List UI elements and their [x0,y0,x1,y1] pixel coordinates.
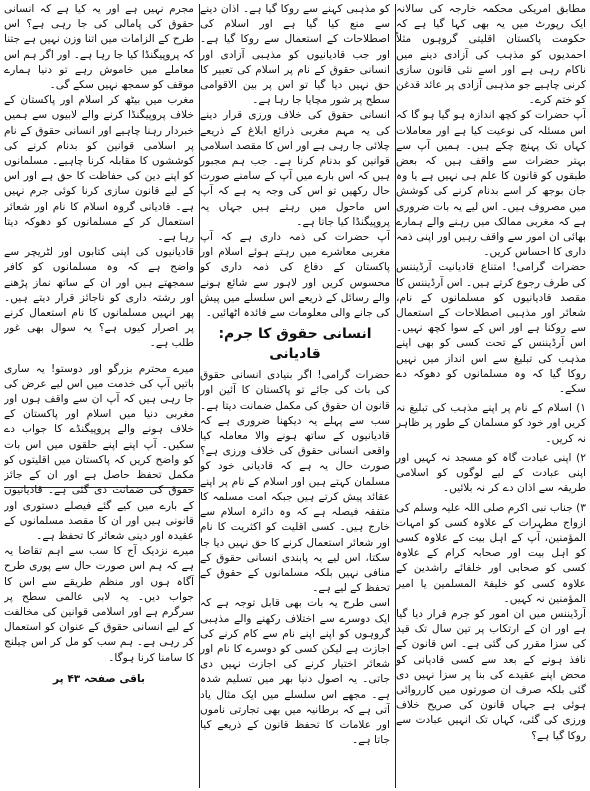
paragraph: اسی طرح یہ بات بھی قابل توجہ ہے کہ ایک دوسرے سے اختلاف رکھنے والے مذہبی گروہوں کو اپنے اپنے نام سے کام کرنے کی اجازت ہے لیکن کسی کو دوسرے کا نام اور شعائر اختیار کرنے کی اجازت نہیں دی جاتی۔ یہ اصول دنیا بھر میں تسلیم شدہ ہے۔ مجھے اس سلسلے میں ایک مثال یاد آتی ہے کہ برطانیہ میں بھی تجارتی ناموں اور علامات کا تحفظ قانون کے ذریعے کیا جاتا ہے۔ [200,597,390,747]
paragraph: مطابق امریکی محکمہ خارجہ کی سالانہ ایک رپورٹ میں یہ بھی کہا گیا ہے کہ حکومت پاکستان اقلیتی گروہوں مثلاً احمدیوں کو مذہب کی آزادی دینے میں ناکام رہی ہے اور اسے نئی قانون سازی کرنی چاہیے جو مذہبی آزادی پر عائد قدغن کو ختم کرے۔ [396,3,586,107]
list-item: ۱) اسلام کے نام پر اپنے مذہب کی تبلیغ نہ کریں اور خود کو مسلمان کے طور پر ظاہر نہ کریں۔ [396,402,586,445]
continued-on-page-note: باقی صفحہ ۴۳ پر [53,672,145,685]
paragraph: میرے نزدیک آج کا سب سے اہم تقاضا یہ ہے کہ ہم اس صورت حال سے پوری طرح آگاہ ہوں اور منظم طریقے سے اس کا جواب دیں۔ یہ لابی عالمی سطح پر سرگرم ہے اور اسلامی قوانین کی مخالفت کے لیے انسانی حقوق کے عنوان کو استعمال کر رہی ہے۔ ہم سب کو مل کر اس چیلنج کا سامنا کرنا ہوگا۔ [4,545,194,664]
paragraph: میرے محترم بزرگو اور دوستو! یہ ساری باتیں آپ کی خدمت میں اس لیے عرض کی جا رہی ہیں کہ آپ ان سے واقف ہوں اور مغربی دنیا میں اسلام اور پاکستان کے خلاف ہونے والے پروپیگنڈے کا جواب دے سکیں۔ آپ اپنے اپنے حلقوں میں اس بات کو واضح کریں کہ پاکستان میں اقلیتوں کو مکمل تحفظ حاصل ہے اور ان کے جائز حقوق کی ضمانت دی گئی ہے۔ قادیانیوں کے بارے میں کیے گئے فیصلے دستوری اور قانونی ہیں اور ان کا مقصد مسلمانوں کے عقیدہ اور دینی شعائر کا تحفظ ہے۔ [4,362,194,542]
paragraph: مغرب میں بیٹھ کر اسلام اور پاکستان کے خلاف پروپیگنڈا کرنے والے لابیوں سے ہمیں خبردار رہنا چاہیے اور انسانی حقوق کے نام پر اسلامی قوانین کو بدنام کرنے کی کوششوں کا مقابلہ کرنا چاہیے۔ مسلمانوں کو اپنے دین کی حفاظت کا حق ہے اور اس کے لیے قانون سازی کرنا کوئی جرم نہیں ہے۔ قادیانی گروہ اسلام کا نام اور شعائر استعمال کر کے مسلمانوں کو دھوکہ دیتا رہا ہے۔ [4,94,194,244]
paragraph: انسانی حقوق کی خلاف ورزی قرار دینے کی یہ مہم مغربی ذرائع ابلاغ کے ذریعے چلائی جا رہی ہے اور اس کا مقصد اسلامی قوانین کو بدنام کرنا ہے۔ جب ہم مجبور ہیں کہ اس بارے میں آپ کے سامنے صورت حال رکھیں تو اس کی وجہ یہ ہے کہ آپ اس ماحول میں رہتے ہیں جہاں یہ پروپیگنڈا کیا جاتا ہے۔ [200,109,390,228]
paragraph: قادیانیوں کی اپنی کتابوں اور لٹریچر سے واضح ہے کہ وہ مسلمانوں کو کافر سمجھتے ہیں اور ان کے ساتھ نماز پڑھنے اور رشتہ داری کو ناجائز قرار دیتے ہیں۔ پھر انہیں مسلمانوں کا نام استعمال کرنے پر اصرار کیوں ہے؟ یہ سوال بھی غور طلب ہے۔ [4,246,194,350]
paragraph: کو مذہبی کہنے سے روکا گیا ہے۔ اذان دینے سے منع کیا گیا ہے اور اسلام کی اصطلاحات کے استعمال سے روکا گیا ہے۔ اور جب قادیانیوں کو مذہبی آزادی اور انسانی حقوق کے نام پر اسلام کی تعبیر کا حق نہیں دیا گیا تو اس پر بین الاقوامی سطح پر شور مچایا جا رہا ہے۔ [200,3,390,107]
list-item: ۳) جناب نبی اکرم صلی اللہ علیہ وسلم کی ازواج مطہرات کے علاوہ کسی کو امہات المؤمنین، آپ کے اہل بیت کے علاوہ کسی کو اہل بیت اور صحابہ کرام کے علاوہ کسی کو صحابی اور خلفائے راشدین کے علاوہ کسی کو خلیفۃ المسلمین یا امیر المؤمنین نہ کہیں۔ [396,501,586,605]
paragraph: حضرات گرامی! اگر بنیادی انسانی حقوق کی بات کی جائے تو پاکستان کا آئین اور قانون ان حقوق کی مکمل ضمانت دیتا ہے۔ سب سے پہلے یہ دیکھنا ضروری ہے کہ قادیانیوں کے ساتھ ہونے والا معاملہ کیا واقعی انسانی حقوق کی خلاف ورزی ہے؟ صورت حال یہ ہے کہ قادیانی خود کو مسلمان کہتے ہیں اور اسلام کے نام پر اپنے عقائد پیش کرتے ہیں جبکہ امت مسلمہ کا متفقہ فیصلہ ہے کہ وہ دائرہ اسلام سے خارج ہیں۔ کسی اقلیت کو اکثریت کا نام اور شعائر استعمال کرنے کا حق نہیں دیا جا سکتا، اس لیے یہ پابندی انسانی حقوق کے منافی نہیں بلکہ مسلمانوں کے حقوق کے تحفظ کے لیے ہے۔ [200,369,390,595]
paragraph: آپ حضرات کی ذمہ داری ہے کہ آپ مغربی معاشرے میں رہتے ہوئے اسلام اور پاکستان کے دفاع کی ذمہ داری کو محسوس کریں اور لاہور سے شائع ہونے والے رسائل کے ذریعے اس سلسلے میں پیش کی جانے والی معلومات سے فائدہ اٹھائیں۔ [200,231,390,320]
middle-column [200,2,390,788]
paragraph: آپ حضرات کو کچھ اندازہ ہو گیا ہو گا کہ اس مسئلہ کی نوعیت کیا ہے اور معاملات کہاں تک پہنچ چکے ہیں۔ ہمیں آپ سے بہتر حضرات سے واقف ہیں کہ بعض طبقوں کو قانون کا علم ہی نہیں ہے یا وہ جان بوجھ کر اسے بدنام کرنے کی کوشش میں مصروف ہیں۔ اس لیے یہ بات ضروری ہے کہ مغربی ممالک میں رہنے والے ہمارے بھائی ان امور سے واقف رہیں اور اپنی ذمہ داری کا احساس کریں۔ [396,109,586,259]
paragraph: حضرات گرامی! امتناع قادیانیت آرڈیننس کی طرف رجوع کرتے ہیں۔ اس آرڈیننس کا مقصد قادیانیوں کو مسلمانوں کے نام، شعائر اور مذہبی اصطلاحات کے استعمال سے روکنا ہے اور اس کے سوا کچھ نہیں۔ اس آرڈیننس کے تحت کسی کو بھی اپنے مذہب کی تبلیغ سے اس انداز میں نہیں روکا گیا کہ وہ مسلمانوں کو دھوکہ دے سکے۔ [396,261,586,396]
list-item: ۲) اپنی عبادت گاہ کو مسجد نہ کہیں اور اپنی عبادت کے لیے لوگوں کو اسلامی طریقہ سے اذان دے کر نہ بلائیں۔ [396,451,586,495]
paragraph: مجرم نہیں ہے اور یہ کیا ہے کہ انسانی حقوق کی پامالی کی جا رہی ہے؟ اس طرح کے الزامات میں اتنا وزن نہیں ہے جتنا کہ پروپیگنڈا کیا جا رہا ہے۔ اور اگر ہم اس معاملے میں خاموش رہے تو دنیا ہمارے موقف کو سمجھ نہیں سکے گی۔ [4,3,194,92]
left-column [4,2,194,788]
section-heading: انسانی حقوق کا جرم: قادیانی [218,326,372,363]
right-column [396,2,586,788]
paragraph: آرڈیننس میں ان امور کو جرم قرار دیا گیا ہے اور ان کے ارتکاب پر تین سال تک قید کی سزا مقرر کی گئی ہے۔ اس قانون کے نافذ ہونے کے بعد سے کسی قادیانی کو محض اپنے عقیدے کی بنا پر سزا نہیں دی گئی بلکہ صرف ان صورتوں میں کارروائی ہوئی ہے جہاں قانون کی صریح خلاف ورزی کی گئی، کہاں تک انہیں عبادت سے روکا گیا ہے؟ [396,607,586,742]
